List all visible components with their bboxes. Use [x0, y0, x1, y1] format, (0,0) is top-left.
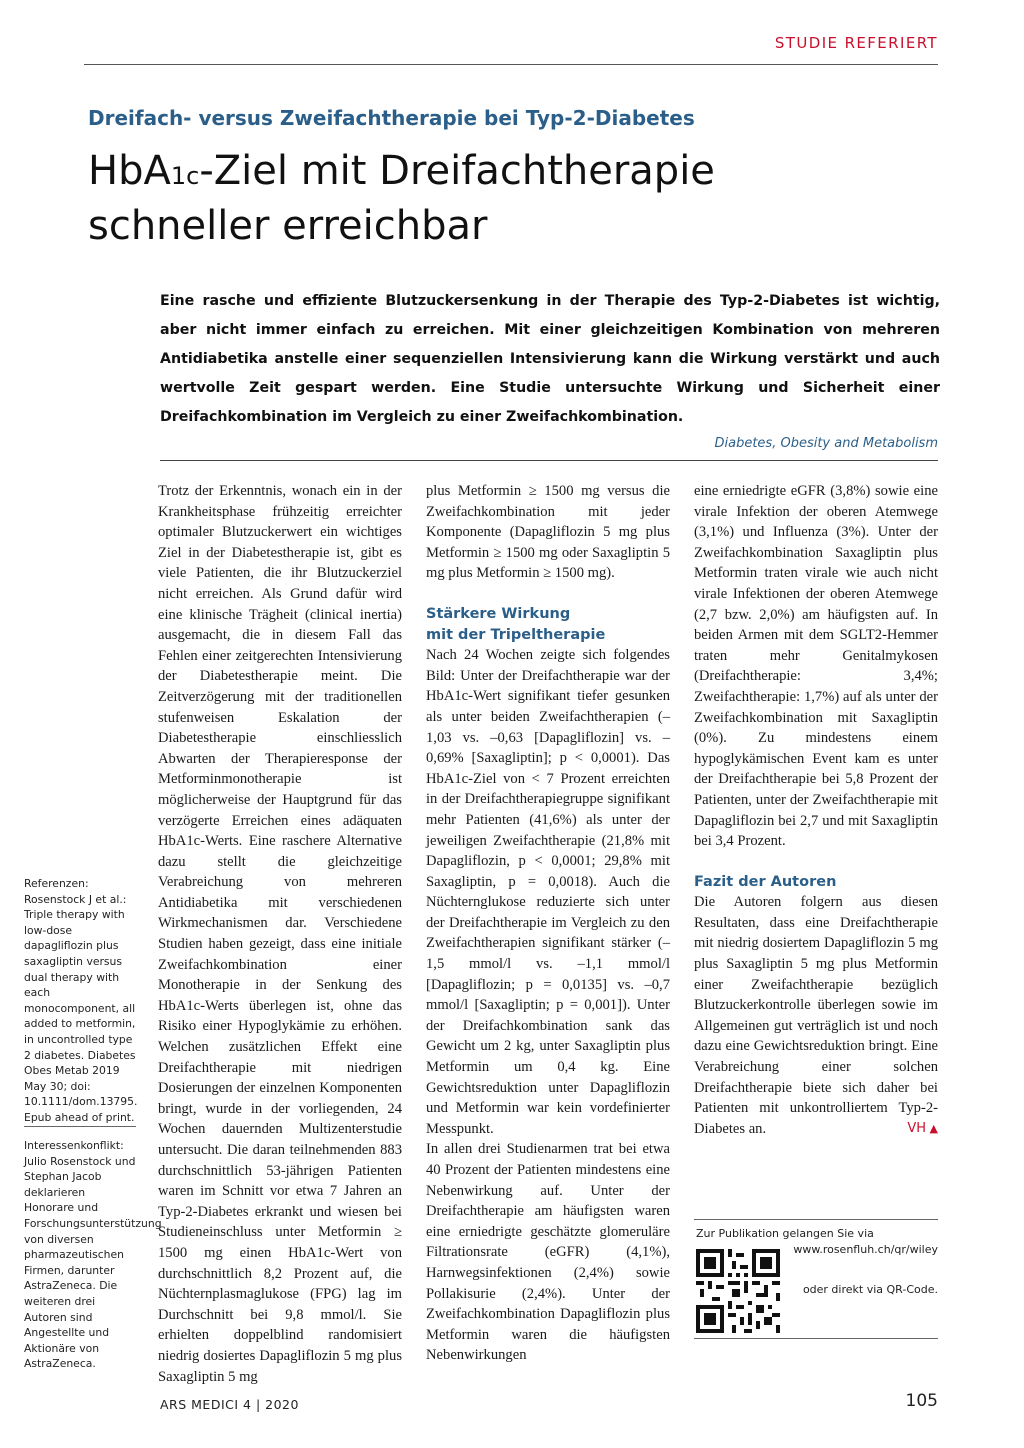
- author-initials: VH: [907, 1120, 927, 1136]
- section-tag: STUDIE REFERIERT: [774, 34, 938, 52]
- headline: [88, 146, 888, 251]
- publication-rule-top: [694, 1219, 938, 1220]
- subheading: Fazit der Autoren: [694, 873, 837, 890]
- headline-sub: 1c: [170, 162, 200, 190]
- subheading-line1: Stärkere Wirkung: [426, 605, 571, 622]
- author-tag: [907, 1119, 938, 1140]
- column-2: [426, 481, 670, 1366]
- body-paragraph: [694, 892, 938, 1139]
- source-journal: Diabetes, Obesity and Metabolism: [714, 436, 938, 451]
- page-number: 105: [905, 1391, 938, 1411]
- body-paragraph: eine erniedrigte eGFR (3,8%) sowie eine virale Infektion der oberen Atemwege (3,1%) und Influenza (3%). Unter der Zweifachkombination Saxagliptin plus Metformin traten virale wie auch nicht virale Infektionen der oberen Atemwege (2,7 bzw. 2,0%) am häufigsten auf. In beiden Armen mit dem SGLT2-Hemmer traten mehr Genitalmykosen (Dreifachtherapie: 3,4%; Zweifachtherapie: 1,7%) auf als unter der Zweifachkombination mit Saxagliptin (0%). Zu mindestens einem hypoglykämischen Event kam es unter der Dreifachtherapie bei 5,8 Prozent der Patienten, unter der Zweifachtherapie mit Dapagliflozin bei 2,7 und mit Saxagliptin bei 3,4 Prozent.: [694, 483, 938, 850]
- side-rule: [24, 1126, 136, 1127]
- top-rule: [84, 64, 938, 65]
- column-1: [158, 481, 402, 1387]
- headline-rest: -Ziel mit Dreifachtherapie: [199, 148, 715, 194]
- column-3: [694, 481, 938, 1139]
- subheading: [426, 604, 670, 645]
- publication-alt: oder direkt via QR-Code.: [802, 1283, 938, 1296]
- body-paragraph: Nach 24 Wochen zeigte sich folgendes Bild: Unter der Dreifachtherapie war der HbA1c-Wert signifikant tiefer gesunken als unter beiden Zweifachtherapien (–1,03 vs. –0,63 [Dapagliflozin] vs. –0,69% [Saxagliptin]; p < 0,0001). Das HbA1c-Ziel von < 7 Prozent erreichten in der Dreifachtherapiegruppe signifikant mehr Patienten (41,6%) als unter der jeweiligen Zweifachtherapie (21,8% mit Dapagliflozin, p < 0,0001; 29,8% mit Saxagliptin, p = 0,0018). Auch die Nüchternglukose reduzierte sich unter der Dreifachtherapie im Vergleich zu den Zweifachtherapien signifikant stärker (–1,5 mmol/l vs. –1,1 mmol/l [Dapagliflozin; p = 0,0135] vs. –0,7 mmol/l [Saxagliptin; p = 0,001]). Unter der Dreifachkombination sank das Gewicht um 2 kg, unter Saxagliptin plus Metformin um 0,4 kg. Eine Gewichtsreduktion unter Dapagliflozin und Metformin war kein vordefinierter Messpunkt.: [426, 647, 670, 1137]
- publication-title: Zur Publikation gelangen Sie via: [696, 1227, 874, 1240]
- headline-line2: schneller erreichbar: [88, 203, 488, 249]
- lead-paragraph: Eine rasche und effiziente Blutzuckersenkung in der Therapie des Typ-2-Diabetes ist wichtig, aber nicht immer einfach zu erreichen. Mit einer gleichzeitigen Kombination von mehreren Antidiabetika anstelle einer sequenziellen Intensivierung kann die Wirkung verstärkt und auch wertvolle Zeit gespart werden. Eine Studie untersuchte Wirkung und Sicherheit einer Dreifachkombination im Vergleich zu einer Zweifachkombination.: [160, 293, 940, 425]
- conclusion-text: Die Autoren folgern aus diesen Resultaten, dass eine Dreifachtherapie mit niedrig dosiertem Dapagliflozin 5 mg plus Saxagliptin 5 mg plus Metformin einer Zweifachtherapie bezüglich Blutzuckerkontrolle überlegen sowie im Allgemeinen gut verträglich ist und noch dazu eine Gewichtsreduktion bringt. Eine Verabreichung einer solchen Dreifachtherapie biete sich daher bei Patienten mit unkontrolliertem Typ-2-Diabetes an.: [694, 894, 938, 1137]
- headline-prefix: HbA: [88, 148, 171, 194]
- kicker: Dreifach- versus Zweifachtherapie bei Typ-2-Diabetes: [88, 106, 695, 130]
- triangle-icon: ▲: [926, 1121, 938, 1135]
- qr-code-icon[interactable]: [696, 1249, 780, 1333]
- body-paragraph: Trotz der Erkenntnis, wonach ein in der Krankheitsphase frühzeitig erreichter optimaler Blutzuckerwert ein wichtiges Ziel in der Diabetestherapie ist, gibt es viele Patienten, die ihr Blutzuckerziel nicht erreichen. Als Grund dafür wird eine klinische Trägheit (clinical inertia) ausgemacht, die in diesem Fall das Fehlen einer zeitgerechten Intensivierung der Diabetestherapie meint. Die Zeitverzögerung mit der traditionellen stufenweisen Eskalation der Diabetestherapie einschliesslich Abwarten der Therapieresponse der Metforminmonotherapie ist möglicherweise der Hauptgrund für das verzögerte Erreichen eines adäquaten HbA1c-Werts. Eine raschere Alternative dazu stellt die gleichzeitige Verabreichung von mehreren Antidiabetika mit verschiedenen Wirkmechanismen dar. Verschiedene Studien haben gezeigt, dass eine initiale Zweifachkombination einer Monotherapie in der Senkung des HbA1c-Werts überlegen ist, ohne das Risiko einer Hypoglykämie zu erhöhen. Welchen zusätzlichen Effekt eine Dreifachtherapie mit niedrigen Dosierungen der einzelnen Komponenten bringt, wurde in der vorliegenden, 24 Wochen dauernden Multizenterstudie untersucht. Die daran teilnehmenden 883 durchschnittlich 53-jährigen Patienten waren im Schnitt vor etwa 7 Jahren an Typ-2-Diabetes erkrankt und wiesen bei Studieneinschluss unter Metformin ≥ 1500 mg einen HbA1c-Wert von durchschnittlich 8,2 Prozent auf, die Nüchternplasmaglukose (FPG) lag im Durchschnitt bei 9,8 mmol/l. Sie erhielten doppelblind randomisiert niedrig dosiertes Dapagliflozin 5 mg plus Saxagliptin 5 mg: [158, 483, 402, 1385]
- publication-url[interactable]: www.rosenfluh.ch/qr/wiley: [793, 1243, 938, 1256]
- body-paragraph: plus Metformin ≥ 1500 mg versus die Zweifachkombination mit jeder Komponente (Dapagliflozin 5 mg plus Metformin ≥ 1500 mg oder Saxagliptin 5 mg plus Metformin ≥ 1500 mg).: [426, 483, 670, 582]
- references-note: Referenzen: Rosenstock J et al.: Triple therapy with low-dose dapagliflozin plus saxagliptin versus dual therapy with each monocomponent, all added to metformin, in uncontrolled type 2 diabetes. Diabetes Obes Metab 2019 May 30; doi: 10.1111/dom.13795. Epub ahead of print.: [24, 877, 138, 1124]
- subheading-line2: mit der Tripeltherapie: [426, 626, 606, 643]
- body-paragraph: In allen drei Studienarmen trat bei etwa 40 Prozent der Patienten mindestens eine Nebenwirkung auf. Unter der Dreifachtherapie am häufigsten waren eine erniedrigte geschätzte glomeruläre Filtrationsrate (eGFR) (4,1%), Harnwegsinfektionen (2,4%) sowie Pollakisurie (2,4%). Unter der Zweifachkombination Dapagliflozin plus Metformin waren die häufigsten Nebenwirkungen: [426, 1141, 670, 1364]
- conflict-note: Interessenkonflikt: Julio Rosenstock und Stephan Jacob deklarieren Honorare und Forschungsunterstützung von diversen pharmazeutischen Firmen, darunter AstraZeneca. Die weiteren drei Autoren sind Angestellte und Aktionäre von AstraZeneca.: [24, 1139, 162, 1371]
- footer-journal: ARS MEDICI 4 | 2020: [160, 1397, 299, 1412]
- publication-rule-bottom: [694, 1338, 938, 1339]
- lead-rule: [160, 460, 938, 461]
